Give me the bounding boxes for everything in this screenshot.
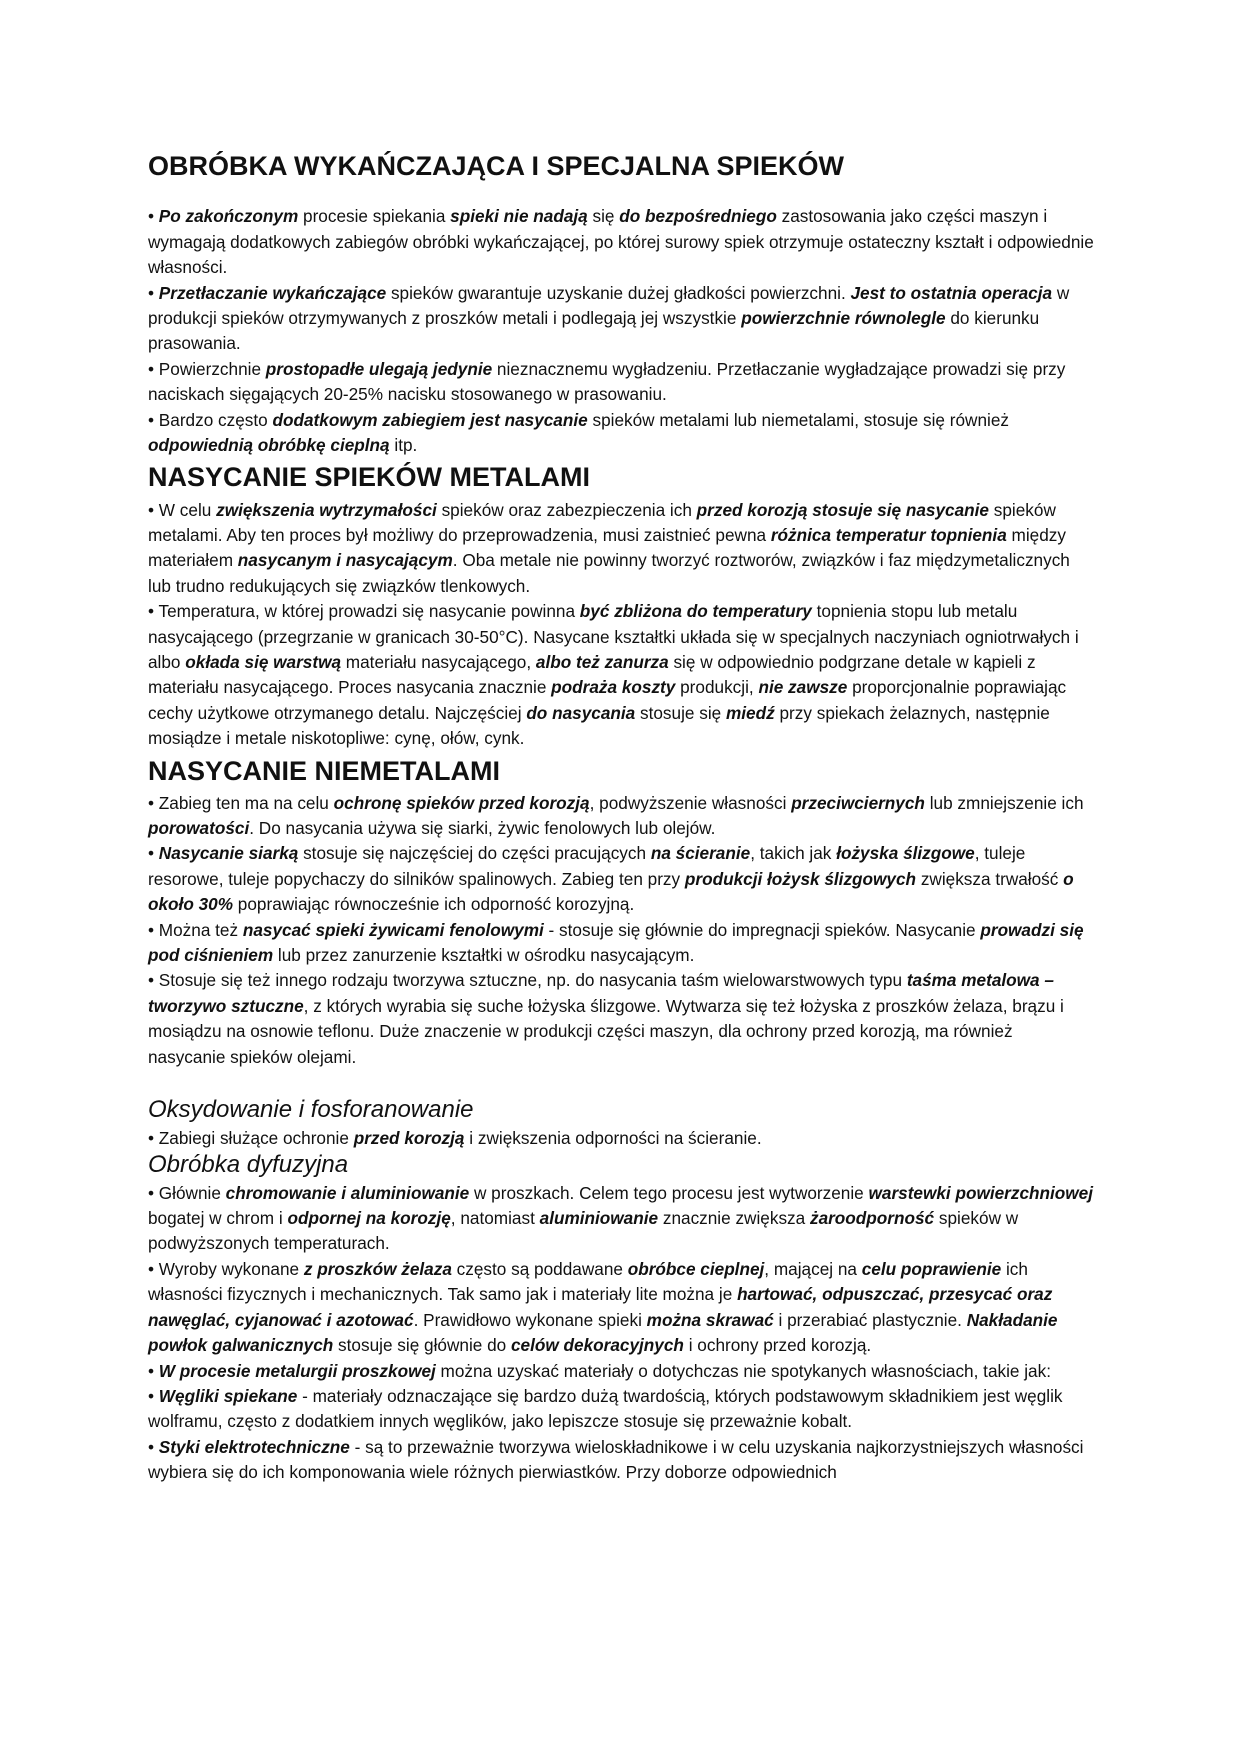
emphasized-text: Nakładanie powłok galwanicznych: [148, 1309, 1058, 1356]
emphasized-text: celów dekoracyjnych: [511, 1335, 684, 1356]
section-nonmetals: [148, 756, 1094, 1071]
emphasized-text: na ścieranie: [650, 843, 751, 864]
emphasized-text: prostopadłe ulegają jedynie: [265, 358, 493, 379]
emphasized-text: Po zakończonym: [158, 206, 299, 227]
emphasized-text: odpowiednią obróbkę cieplną: [148, 435, 390, 456]
subsection-heading: Oksydowanie i fosforanowanie: [148, 1096, 474, 1124]
section-diffusion: [148, 1151, 1094, 1485]
emphasized-text: zwiększenia wytrzymałości: [216, 499, 437, 520]
emphasized-text: do nasycania: [526, 702, 636, 723]
emphasized-text: dodatkowym zabiegiem jest nasycanie: [272, 409, 588, 430]
emphasized-text: W procesie metalurgii proszkowej: [158, 1360, 436, 1381]
emphasized-text: obróbce cieplnej: [627, 1258, 765, 1279]
emphasized-text: różnica temperatur topnienia: [770, 524, 1007, 545]
section-heading: NASYCANIE SPIEKÓW METALAMI: [148, 462, 591, 493]
emphasized-text: celu poprawienie: [861, 1258, 1002, 1279]
emphasized-text: hartować, odpuszczać, przesycać oraz nawęglać, cyjanować i azotować: [148, 1284, 1053, 1330]
emphasized-text: odpornej na korozję: [287, 1208, 451, 1229]
paragraph: • Przetłaczanie wykańczające spieków gwarantuje uzyskanie dużej gładkości powierzchni. Jest to ostatnia operacja w produkcji spieków otrzymywanych z proszków metali i podlegają jej wszystkie powierzchnie równolegle do kierunku prasowania.: [148, 282, 1070, 354]
intro-section: [148, 204, 1094, 458]
paragraph: • W celu zwiększenia wytrzymałości spieków oraz zabezpieczenia ich przed korozją stosuje się nasycanie spieków metalami. Aby ten proces był możliwy do przeprowadzenia, musi zaistnieć pewna różnica temperatur topnienia między materiałem nasycanym i nasycającym. Oba metale nie powinny tworzyć roztworów, związków i faz międzymetalicznych lub trudno redukujących się związków tlenkowych.: [148, 499, 1070, 596]
emphasized-text: nasycać spieki żywicami fenolowymi: [242, 919, 544, 940]
paragraph: • Można też nasycać spieki żywicami fenolowymi - stosuje się głównie do impregnacji spieków. Nasycanie prowadzi się pod ciśnieniem lub przez zanurzenie kształtki w ośrodku nasycającym.: [148, 919, 1084, 966]
paragraph: • Zabieg ten ma na celu ochronę spieków przed korozją, podwyższenie własności przeciwciernych lub zmniejszenie ich porowatości. Do nasycania używa się siarki, żywic fenolowych lub olejów.: [148, 792, 1084, 839]
emphasized-text: taśma metalowa – tworzywo sztuczne: [148, 970, 1054, 1016]
emphasized-text: Przetłaczanie wykańczające: [158, 282, 387, 303]
emphasized-text: produkcji łożysk ślizgowych: [684, 868, 917, 889]
emphasized-text: warstewki powierzchniowej: [868, 1182, 1093, 1203]
emphasized-text: aluminiowanie: [539, 1208, 659, 1229]
emphasized-text: do bezpośredniego: [619, 206, 777, 227]
paragraph: • Węgliki spiekane - materiały odznaczające się bardzo dużą twardością, których podstawowym składnikiem jest węglik wolframu, często z dodatkiem innych węglików, jako lepiszcze stosuje się przeważnie kobalt.: [148, 1385, 1063, 1432]
document-title: OBRÓBKA WYKAŃCZAJĄCA I SPECJALNA SPIEKÓW: [148, 151, 845, 181]
section-metals: [148, 462, 1094, 751]
paragraph: • W procesie metalurgii proszkowej można uzyskać materiały o dotychczas nie spotykanych własnościach, takie jak:: [148, 1360, 1051, 1381]
paragraph: • Głównie chromowanie i aluminiowanie w proszkach. Celem tego procesu jest wytworzenie warstewki powierzchniowej bogatej w chrom i odpornej na korozję, natomiast aluminiowanie znacznie zwiększa żaroodporność spieków w podwyższonych temperaturach.: [148, 1182, 1093, 1254]
paragraph: • Bardzo często dodatkowym zabiegiem jest nasycanie spieków metalami lub niemetalami, stosuje się również odpowiednią obróbkę cieplną itp.: [148, 409, 1009, 456]
emphasized-text: przed korozją: [353, 1127, 465, 1148]
emphasized-text: przed korozją stosuje się nasycanie: [696, 499, 989, 520]
paragraph: • Stosuje się też innego rodzaju tworzywa sztuczne, np. do nasycania taśm wielowarstwowych typu taśma metalowa – tworzywo sztuczne, z których wyrabia się suche łożyska ślizgowe. Wytwarza się też łożyska z proszków żelaza, brązu i mosiądzu na osnowie teflonu. Duże znaczenie w produkcji części maszyn, dla ochrony przed korozją, ma również nasycanie spieków olejami.: [148, 970, 1064, 1067]
paragraph: • Nasycanie siarką stosuje się najczęściej do części pracujących na ścieranie, takich jak łożyska ślizgowe, tuleje resorowe, tuleje popychaczy do silników spalinowych. Zabieg ten przy produkcji łożysk ślizgowych zwiększa trwałość o około 30% poprawiając równocześnie ich odporność korozyjną.: [148, 843, 1074, 915]
emphasized-text: Jest to ostatnia operacja: [850, 282, 1053, 303]
paragraph: • Zabiegi służące ochronie przed korozją i zwiększenia odporności na ścieranie.: [148, 1127, 762, 1148]
emphasized-text: albo też zanurza: [535, 651, 669, 672]
emphasized-text: spieki nie nadają: [450, 206, 588, 227]
emphasized-text: miedź: [725, 702, 775, 723]
emphasized-text: Węgliki spiekane: [158, 1385, 298, 1406]
emphasized-text: żaroodporność: [809, 1208, 935, 1229]
section-oxidation: [148, 1096, 1094, 1151]
paragraph: • Temperatura, w której prowadzi się nasycanie powinna być zbliżona do temperatury topnienia stopu lub metalu nasycającego (przegrzanie w granicach 30-50°C). Nasycane kształtki układa się w specjalnych naczyniach ogniotrwałych i albo okłada się warstwą materiału nasycającego, albo też zanurza się w odpowiednio podgrzane detale w kąpieli z materiału nasycającego. Proces nasycania znacznie podraża koszty produkcji, nie zawsze proporcjonalnie poprawiając cechy użytkowe otrzymanego detalu. Najczęściej do nasycania stosuje się miedź przy spiekach żelaznych, następnie mosiądze i metale niskotopliwe: cynę, ołów, cynk.: [148, 601, 1079, 749]
emphasized-text: Styki elektrotechniczne: [158, 1436, 350, 1457]
emphasized-text: o około 30%: [148, 868, 1074, 915]
emphasized-text: być zbliżona do temperatury: [579, 601, 812, 622]
emphasized-text: z proszków żelaza: [303, 1258, 452, 1279]
emphasized-text: podraża koszty: [551, 677, 676, 698]
emphasized-text: porowatości: [148, 818, 250, 839]
emphasized-text: nasycanym i nasycającym: [237, 550, 453, 571]
paragraph: • Po zakończonym procesie spiekania spieki nie nadają się do bezpośredniego zastosowania jako części maszyn i wymagają dodatkowych zabiegów obróbki wykańczającej, po której surowy spiek otrzymuje ostateczny kształt i odpowiednie własności.: [148, 206, 1094, 278]
emphasized-text: ochronę spieków przed korozją: [333, 792, 590, 813]
document-page: [148, 150, 1094, 1486]
section-heading: NASYCANIE NIEMETALAMI: [148, 755, 501, 786]
emphasized-text: nie zawsze: [758, 677, 848, 698]
paragraph: • Powierzchnie prostopadłe ulegają jedynie nieznacznemu wygładzeniu. Przetłaczanie wygładzające prowadzi się przy naciskach sięgających 20-25% nacisku stosowanego w prasowaniu.: [148, 358, 1066, 405]
paragraph: • Wyroby wykonane z proszków żelaza często są poddawane obróbce cieplnej, mającej na celu poprawienie ich własności fizycznych i mechanicznych. Tak samo jak i materiały lite można je hartować, odpuszczać, przesycać oraz nawęglać, cyjanować i azotować. Prawidłowo wykonane spieki można skrawać i przerabiać plastycznie. Nakładanie powłok galwanicznych stosuje się głównie do celów dekoracyjnych i ochrony przed korozją.: [148, 1258, 1058, 1356]
emphasized-text: chromowanie i aluminiowanie: [225, 1182, 470, 1203]
paragraph: • Styki elektrotechniczne - są to przeważnie tworzywa wieloskładnikowe i w celu uzyskania najkorzystniejszych własności wybiera się do ich komponowania wiele różnych pierwiastków. Przy doborze odpowiednich: [148, 1436, 1084, 1483]
emphasized-text: Nasycanie siarką: [158, 843, 299, 864]
emphasized-text: powierzchnie równolegle: [741, 308, 946, 329]
emphasized-text: okłada się warstwą: [185, 651, 342, 672]
subsection-heading: Obróbka dyfuzyjna: [148, 1151, 349, 1179]
emphasized-text: łożyska ślizgowe: [836, 843, 975, 864]
emphasized-text: prowadzi się pod ciśnieniem: [148, 919, 1084, 966]
emphasized-text: można skrawać: [646, 1309, 774, 1330]
emphasized-text: przeciwciernych: [791, 792, 925, 813]
